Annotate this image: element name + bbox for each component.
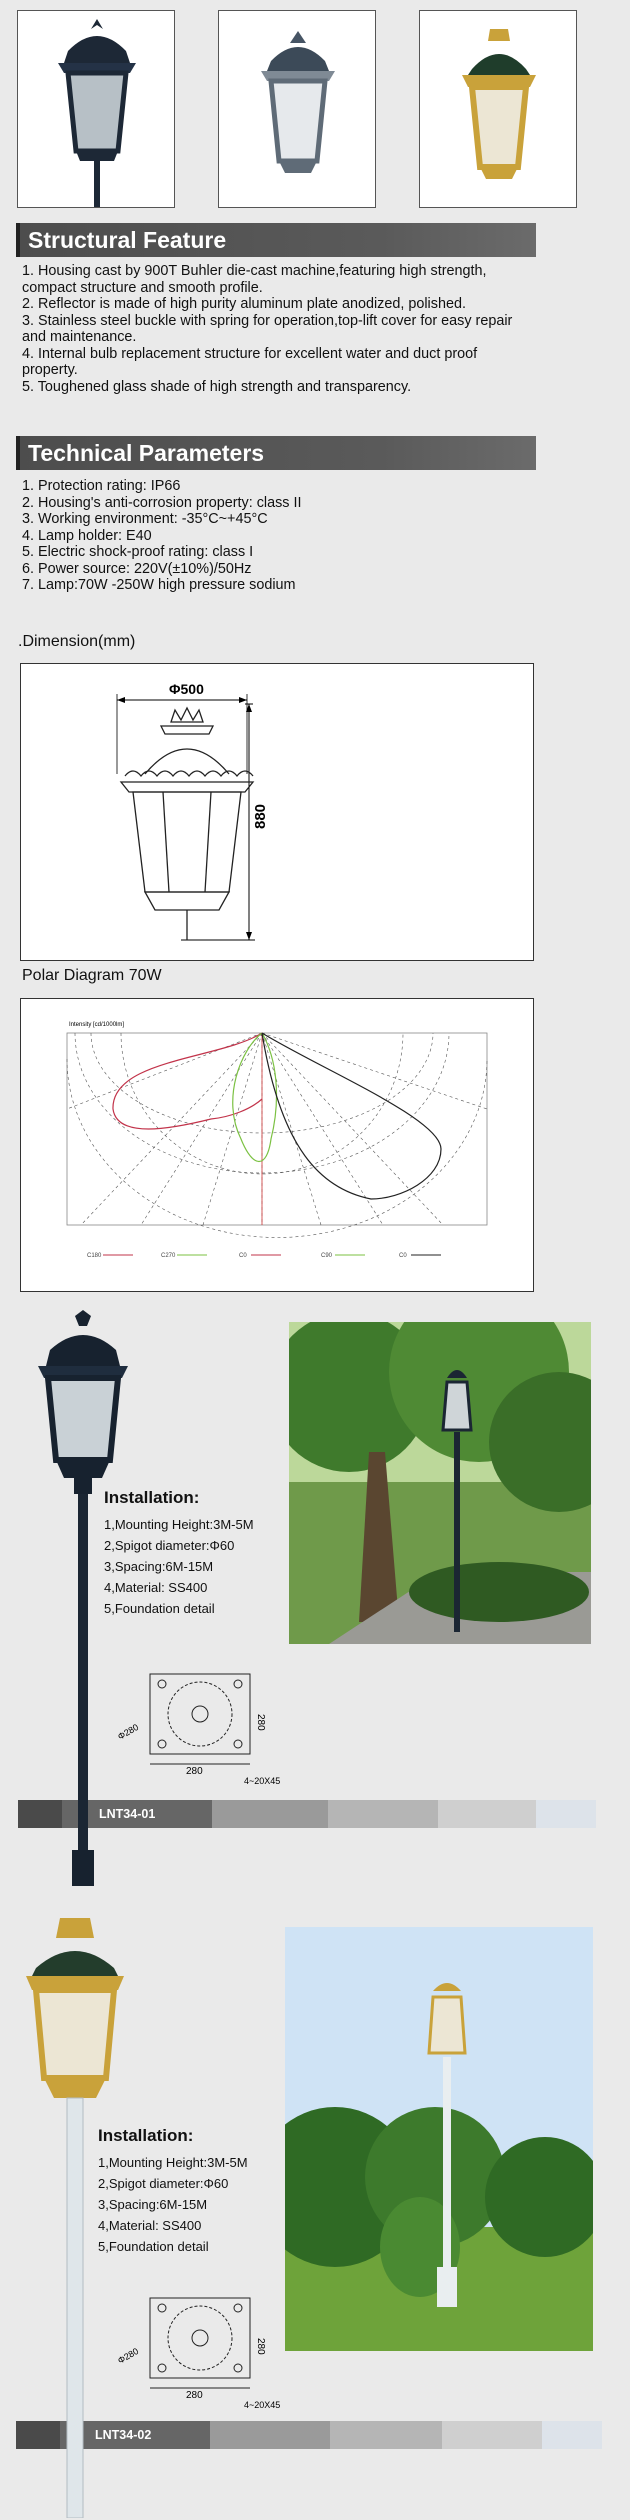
model-label-1: LNT34-01 [99, 1807, 156, 1821]
installation-block-2 [98, 2126, 248, 2257]
foundation-drawing-2 [112, 2292, 282, 2412]
list-item: 4,Material: SS400 [104, 1580, 208, 1595]
foundation-drawing-1 [112, 1668, 282, 1788]
height-label: 880 [252, 803, 269, 829]
installation-title: Installation: [104, 1488, 200, 1507]
legend-c0-2: C0 [399, 1253, 407, 1259]
list-item: 3. Stainless steel buckle with spring for operation,top-lift cover for easy repair and maintenance. [22, 312, 513, 345]
list-item: 3,Spacing:6M-15M [104, 1559, 214, 1574]
installation-title: Installation: [98, 2126, 194, 2145]
list-item: 5,Foundation detail [98, 2239, 209, 2254]
model-label-2: LNT34-02 [95, 2428, 152, 2442]
list-item: 2,Spigot diameter:Φ60 [104, 1538, 235, 1553]
legend-c0: C0 [239, 1253, 247, 1259]
list-item: 6. Power source: 220V(±10%)/50Hz [22, 560, 252, 577]
foundation-side: 280 [255, 2338, 266, 2355]
list-item: 4,Material: SS400 [98, 2218, 202, 2233]
list-item: 1. Protection rating: IP66 [22, 478, 181, 494]
installation-photo-1 [289, 1322, 591, 1644]
intensity-label: Intensity [cd/1000lm] [69, 1022, 125, 1028]
list-item: 2. Reflector is made of high purity aluminum plate anodized, polished. [22, 296, 466, 312]
list-item: 1. Housing cast by 900T Buhler die-cast machine,featuring high strength, compact structure and smooth profile. [22, 263, 487, 296]
structural-feature-heading: Structural Feature [16, 223, 536, 257]
list-item: 2,Spigot diameter:Φ60 [98, 2176, 229, 2191]
list-item: 4. Lamp holder: E40 [22, 527, 152, 544]
foundation-bolts: 4~20X45 [244, 2400, 281, 2410]
polar-caption: Polar Diagram 70W [22, 967, 162, 984]
technical-parameters-list [22, 478, 527, 594]
foundation-width: 280 [186, 1766, 203, 1777]
list-item: 3,Spacing:6M-15M [98, 2197, 208, 2212]
foundation-bolts: 4~20X45 [244, 1776, 281, 1786]
technical-parameters-heading: Technical Parameters [16, 436, 536, 470]
foundation-diameter: Φ280 [116, 2345, 141, 2366]
list-item: 5. Toughened glass shade of high strength and transparency. [22, 378, 412, 395]
foundation-side: 280 [255, 1714, 266, 1731]
legend-c180: C180 [87, 1253, 102, 1259]
installation-photo-2 [285, 1927, 593, 2351]
foundation-width: 280 [186, 2390, 203, 2401]
list-item: 2. Housing's anti-corrosion property: class II [22, 494, 302, 511]
installation-block-1 [104, 1488, 254, 1619]
product-thumbnail-1 [17, 10, 175, 208]
product-thumbnail-2 [218, 10, 376, 208]
list-item: 1,Mounting Height:3M-5M [98, 2155, 248, 2170]
legend-c90: C90 [321, 1253, 333, 1259]
polar-diagram [20, 998, 534, 1292]
list-item: 5. Electric shock-proof rating: class I [22, 544, 254, 560]
foundation-diameter: Φ280 [116, 1721, 141, 1742]
width-label: Φ500 [169, 681, 204, 697]
list-item: 4. Internal bulb replacement structure for excellent water and duct proof property. [22, 345, 478, 378]
product-thumbnail-3 [419, 10, 577, 208]
structural-feature-list [22, 263, 527, 395]
dimension-drawing [20, 663, 534, 961]
dimension-caption: .Dimension(mm) [18, 633, 136, 650]
list-item: 5,Foundation detail [104, 1601, 215, 1616]
list-item: 1,Mounting Height:3M-5M [104, 1517, 254, 1532]
legend-c270: C270 [161, 1253, 176, 1259]
list-item: 3. Working environment: -35°C~+45°C [22, 511, 268, 527]
list-item: 7. Lamp:70W -250W high pressure sodium [22, 577, 296, 593]
